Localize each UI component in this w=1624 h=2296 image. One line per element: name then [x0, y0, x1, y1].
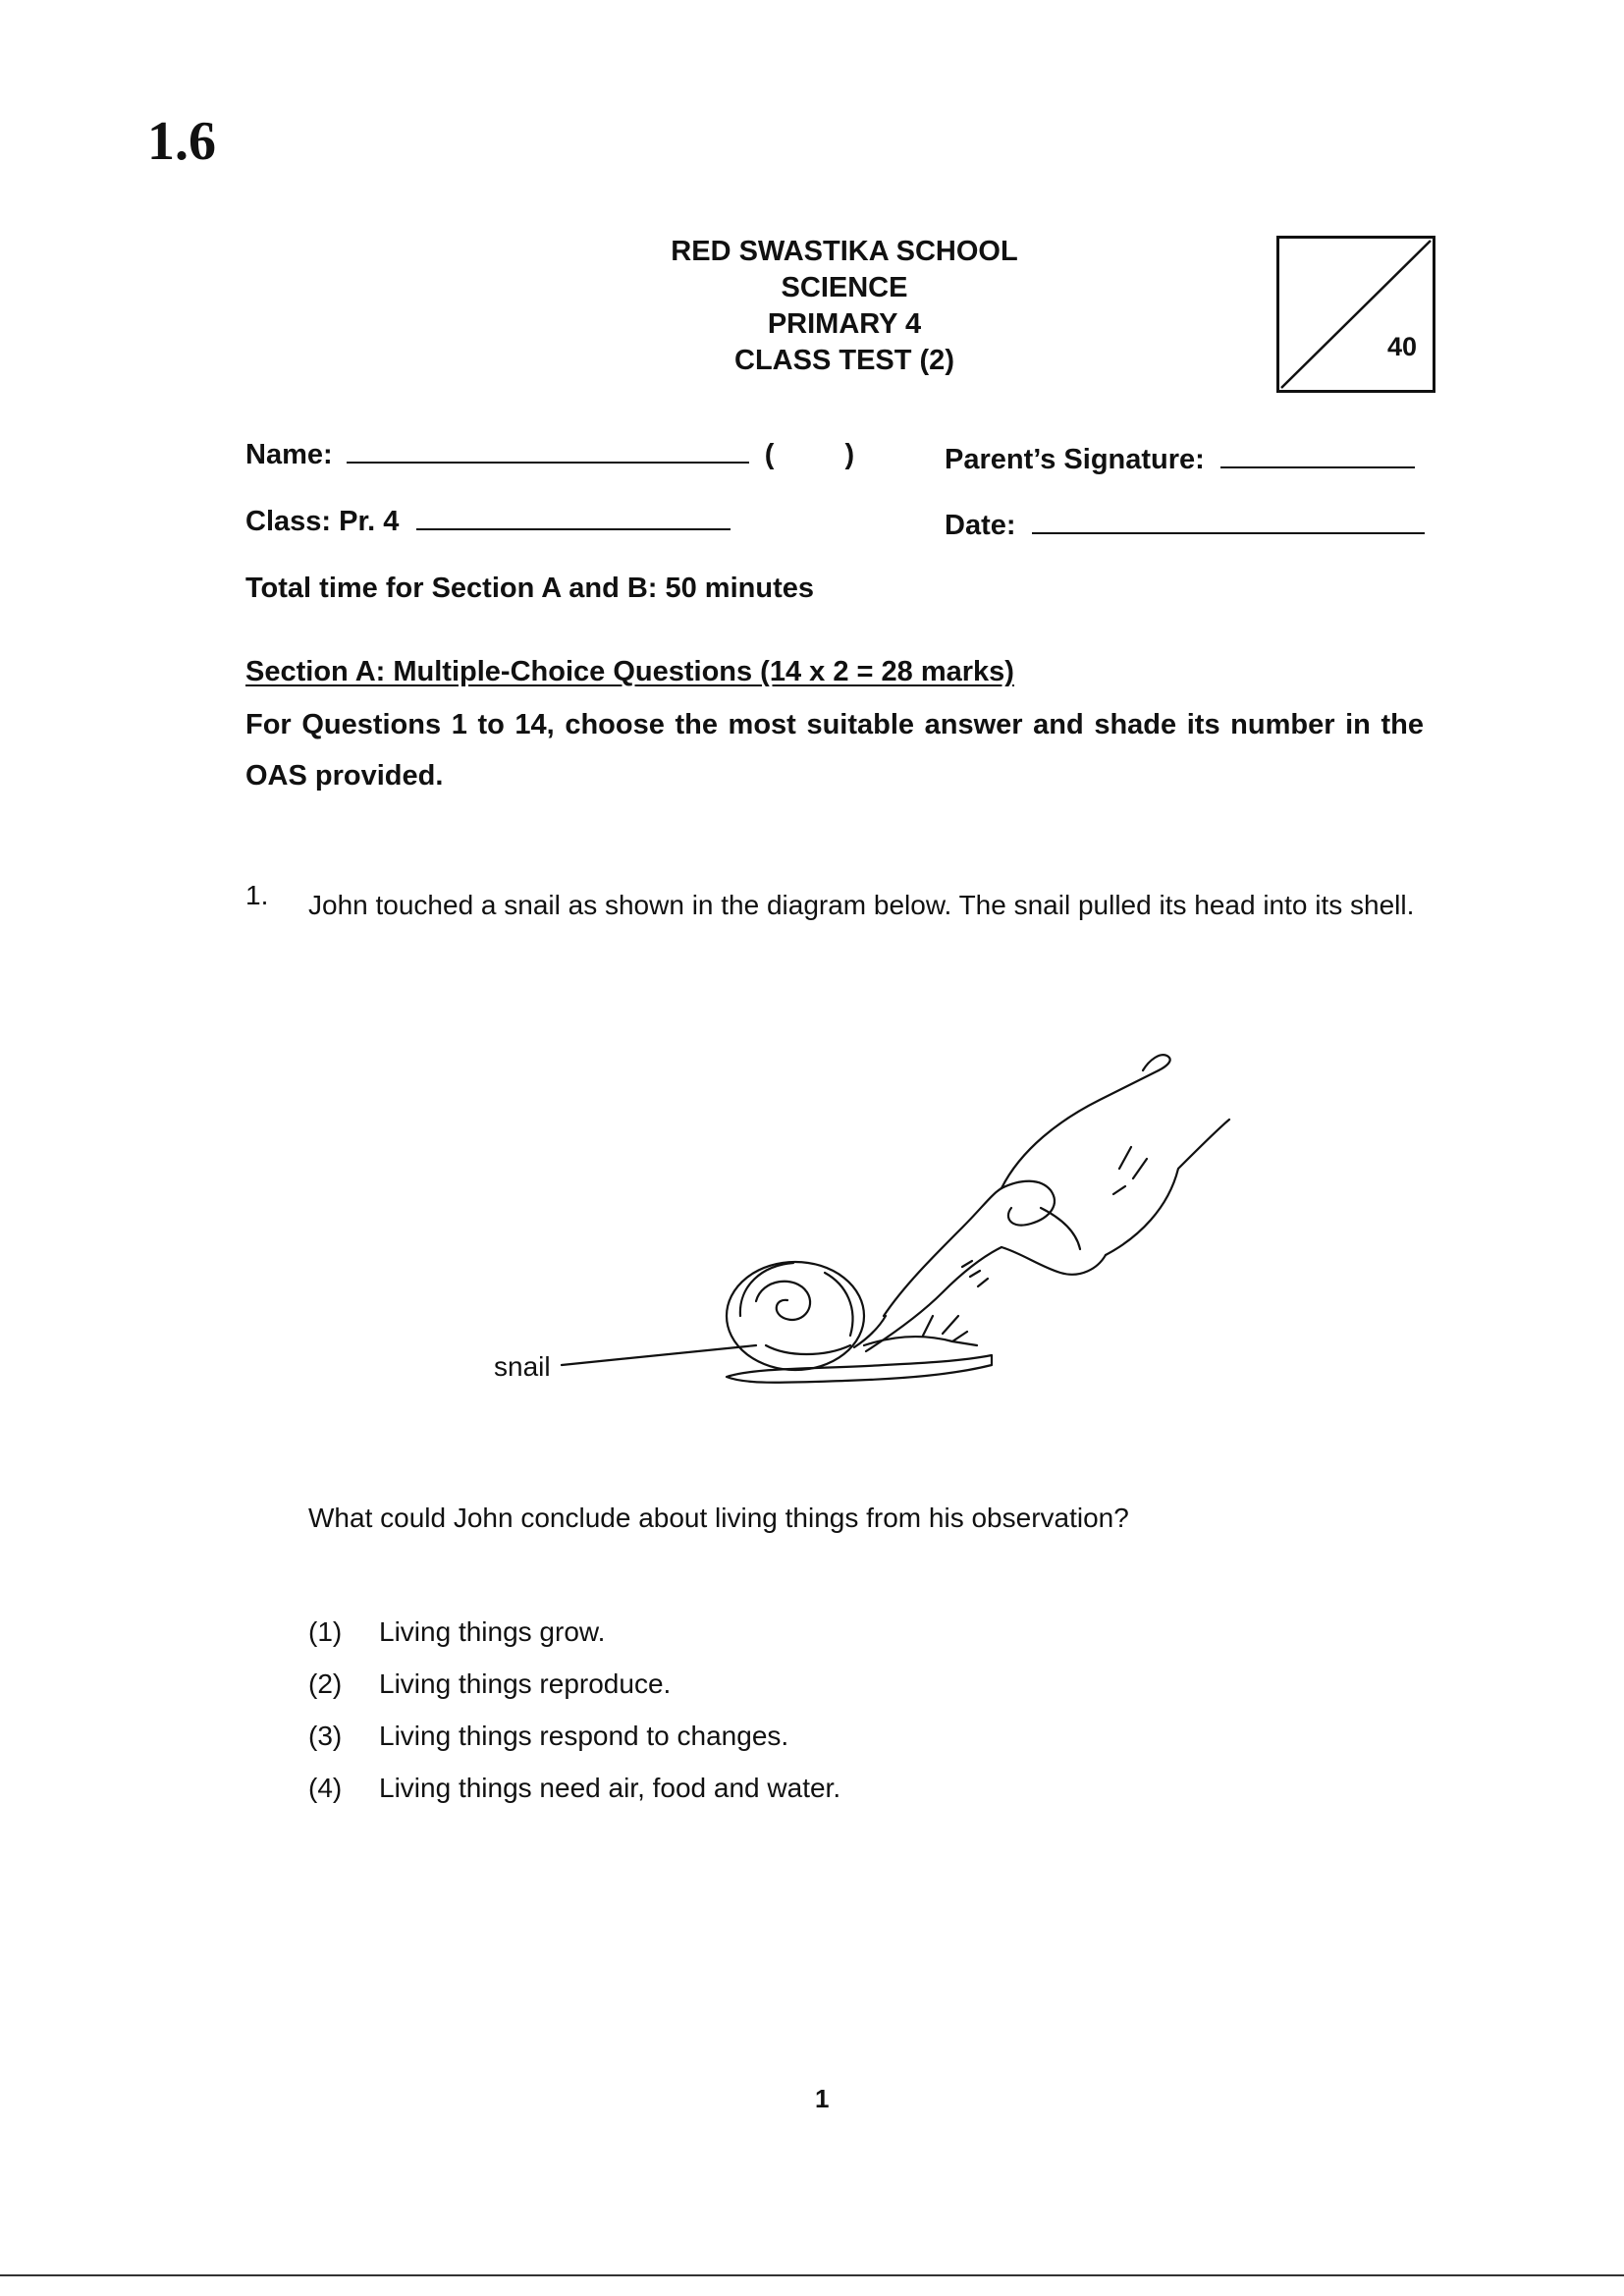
question-ask: What could John conclude about living things from his observation? — [308, 1503, 1129, 1533]
section-a-title: Section A: Multiple-Choice Questions (14 x 2 = 28 marks) — [245, 656, 1014, 687]
test-header — [550, 234, 1139, 379]
parent-signature-blank[interactable] — [1220, 463, 1415, 468]
school-name: RED SWASTIKA SCHOOL — [671, 236, 1018, 267]
option-3[interactable] — [308, 1721, 788, 1752]
level: PRIMARY 4 — [767, 308, 922, 340]
date-field — [945, 510, 1425, 542]
name-blank[interactable] — [347, 458, 749, 464]
option-1[interactable] — [308, 1616, 605, 1648]
name-label: Name: — [245, 439, 333, 470]
score-box — [1276, 236, 1435, 393]
date-blank[interactable] — [1032, 528, 1425, 534]
class-blank[interactable] — [416, 524, 731, 530]
subject: SCIENCE — [781, 272, 908, 303]
parent-signature-label: Parent’s Signature: — [945, 444, 1205, 475]
question-text: John touched a snail as shown in the diagram below. The snail pulled its head into its shell. — [308, 890, 1415, 920]
total-time: Total time for Section A and B: 50 minutes — [245, 573, 814, 604]
date-label: Date: — [945, 510, 1016, 541]
class-label: Class: Pr. 4 — [245, 506, 400, 537]
class-field — [245, 506, 731, 538]
option-number: (3) — [308, 1721, 343, 1751]
option-text: Living things grow. — [379, 1616, 606, 1647]
score-diagonal — [1279, 239, 1433, 390]
index-paren-close: ) — [844, 439, 855, 470]
score-total: 40 — [1386, 332, 1417, 361]
test-title: CLASS TEST (2) — [734, 345, 954, 376]
snail-hand-diagram — [530, 1021, 1237, 1394]
option-text: Living things need air, food and water. — [379, 1773, 841, 1803]
bottom-rule — [0, 2274, 1624, 2276]
option-text: Living things reproduce. — [379, 1668, 672, 1699]
option-number: (1) — [308, 1616, 343, 1647]
snail-label: snail — [494, 1351, 551, 1382]
page-marker: 1.6 — [147, 111, 216, 172]
page-number: 1 — [815, 2084, 830, 2113]
option-text: Living things respond to changes. — [379, 1721, 789, 1751]
section-a-instruction: For Questions 1 to 14, choose the most suitable answer and shade its number in the OAS provided. — [245, 709, 1424, 792]
parent-signature-field — [945, 444, 1415, 476]
name-field — [245, 439, 854, 471]
option-2[interactable] — [308, 1668, 671, 1700]
option-4[interactable] — [308, 1773, 840, 1804]
index-paren-open: ( — [764, 439, 775, 470]
option-number: (2) — [308, 1668, 343, 1699]
option-number: (4) — [308, 1773, 343, 1803]
question-number: 1. — [245, 880, 269, 910]
